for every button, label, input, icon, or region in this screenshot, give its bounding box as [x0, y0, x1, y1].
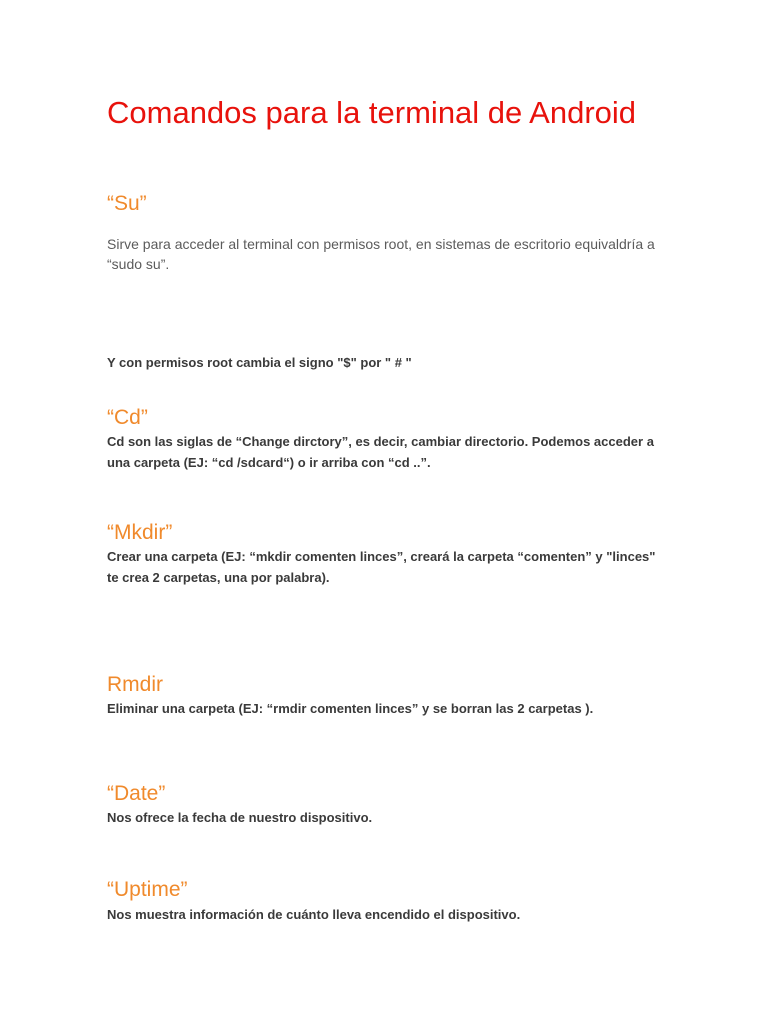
section-heading-su: “Su” — [107, 192, 147, 215]
page-title: Comandos para la terminal de Android — [107, 95, 637, 130]
section-heading-mkdir: “Mkdir” — [107, 521, 173, 544]
section-heading-rmdir: Rmdir — [107, 673, 163, 696]
section-body-cd: Cd son las siglas de “Change dirctory”, es decir, cambiar directorio. Podemos acceder a una carpeta (EJ: “cd /sdcard“) o ir arriba con “cd ..”. — [107, 434, 654, 470]
section-note-su: Y con permisos root cambia el signo "$" por " # " — [107, 355, 412, 370]
section-body-uptime: Nos muestra información de cuánto lleva encendido el dispositivo. — [107, 907, 521, 922]
section-heading-date: “Date” — [107, 782, 166, 805]
section-heading-uptime: “Uptime” — [107, 878, 188, 901]
section-body-date: Nos ofrece la fecha de nuestro dispositivo. — [107, 810, 373, 825]
section-body-rmdir: Eliminar una carpeta (EJ: “rmdir comenten linces” y se borran las 2 carpetas ). — [107, 701, 594, 716]
section-body-su: Sirve para acceder al terminal con permisos root, en sistemas de escritorio equivaldría a “sudo su”. — [107, 236, 655, 272]
section-body-mkdir: Crear una carpeta (EJ: “mkdir comenten linces”, creará la carpeta “comenten” y "linces" te crea 2 carpetas, una por palabra). — [107, 549, 656, 585]
section-heading-cd: “Cd” — [107, 406, 148, 429]
